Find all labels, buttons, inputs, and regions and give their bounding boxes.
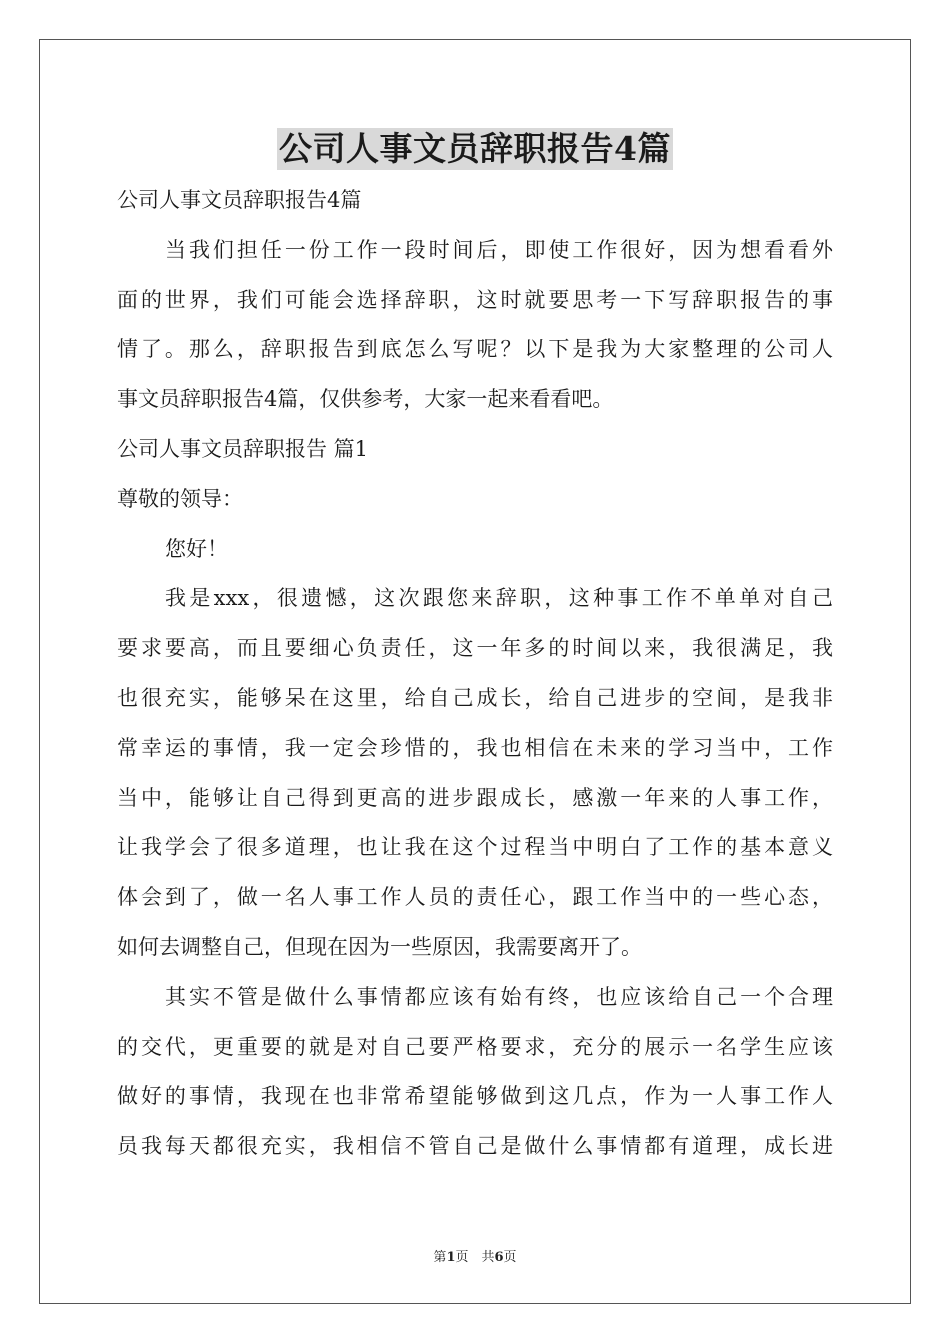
text-line: 当中，能够让自己得到更高的进步跟成长，感激一年来的人事工作， (117, 785, 833, 810)
page-footer (0, 1246, 950, 1265)
text-line: 您好！ (165, 536, 228, 561)
text-line: 体会到了，做一名人事工作人员的责任心，跟工作当中的一些心态， (117, 885, 833, 910)
text-line: 让我学会了很多道理，也让我在这个过程当中明白了工作的基本意义 (117, 835, 833, 860)
title-container (0, 128, 950, 170)
text-line: 情了。那么，辞职报告到底怎么写呢？以下是我为大家整理的公司人 (117, 337, 833, 362)
document-body (117, 176, 833, 1172)
text-line: 其实不管是做什么事情都应该有始有终，也应该给自己一个合理 (165, 984, 833, 1009)
text-line: 如何去调整自己，但现在因为一些原因，我需要离开了。 (117, 934, 642, 959)
text-line: 面的世界，我们可能会选择辞职，这时就要思考一下写辞职报告的事 (117, 287, 833, 312)
text-line: 也很充实，能够呆在这里，给自己成长，给自己进步的空间，是我非 (117, 685, 833, 710)
text-line: 的交代，更重要的就是对自己要严格要求，充分的展示一名学生应该 (117, 1034, 833, 1059)
footer-page-total: 6 (494, 1250, 504, 1265)
footer-page-current: 1 (446, 1250, 456, 1265)
text-line: 事文员辞职报告4篇，仅供参考，大家一起来看看吧。 (117, 387, 614, 412)
text-line: 要求要高，而且要细心负责任，这一年多的时间以来，我很满足，我 (117, 636, 833, 661)
footer-suffix: 页 (503, 1250, 517, 1265)
document-title: 公司人事文员辞职报告4篇 (279, 129, 671, 168)
footer-prefix: 第 (433, 1250, 447, 1265)
text-line: 做好的事情，我现在也非常希望能够做到这几点，作为一人事工作人 (117, 1084, 833, 1109)
text-line: 公司人事文员辞职报告 篇1 (117, 436, 369, 461)
text-line: 尊敬的领导： (117, 486, 243, 511)
text-line: 常幸运的事情，我一定会珍惜的，我也相信在未来的学习当中，工作 (117, 735, 833, 760)
text-line: 公司人事文员辞职报告4篇 (117, 188, 362, 212)
footer-mid: 页 共 (455, 1250, 495, 1265)
text-line: 我是xxx，很遗憾，这次跟您来辞职，这种事工作不单单对自己 (165, 586, 833, 611)
text-line: 员我每天都很充实，我相信不管自己是做什么事情都有道理，成长进 (117, 1134, 833, 1159)
text-line: 当我们担任一份工作一段时间后，即使工作很好，因为想看看外 (165, 237, 833, 262)
